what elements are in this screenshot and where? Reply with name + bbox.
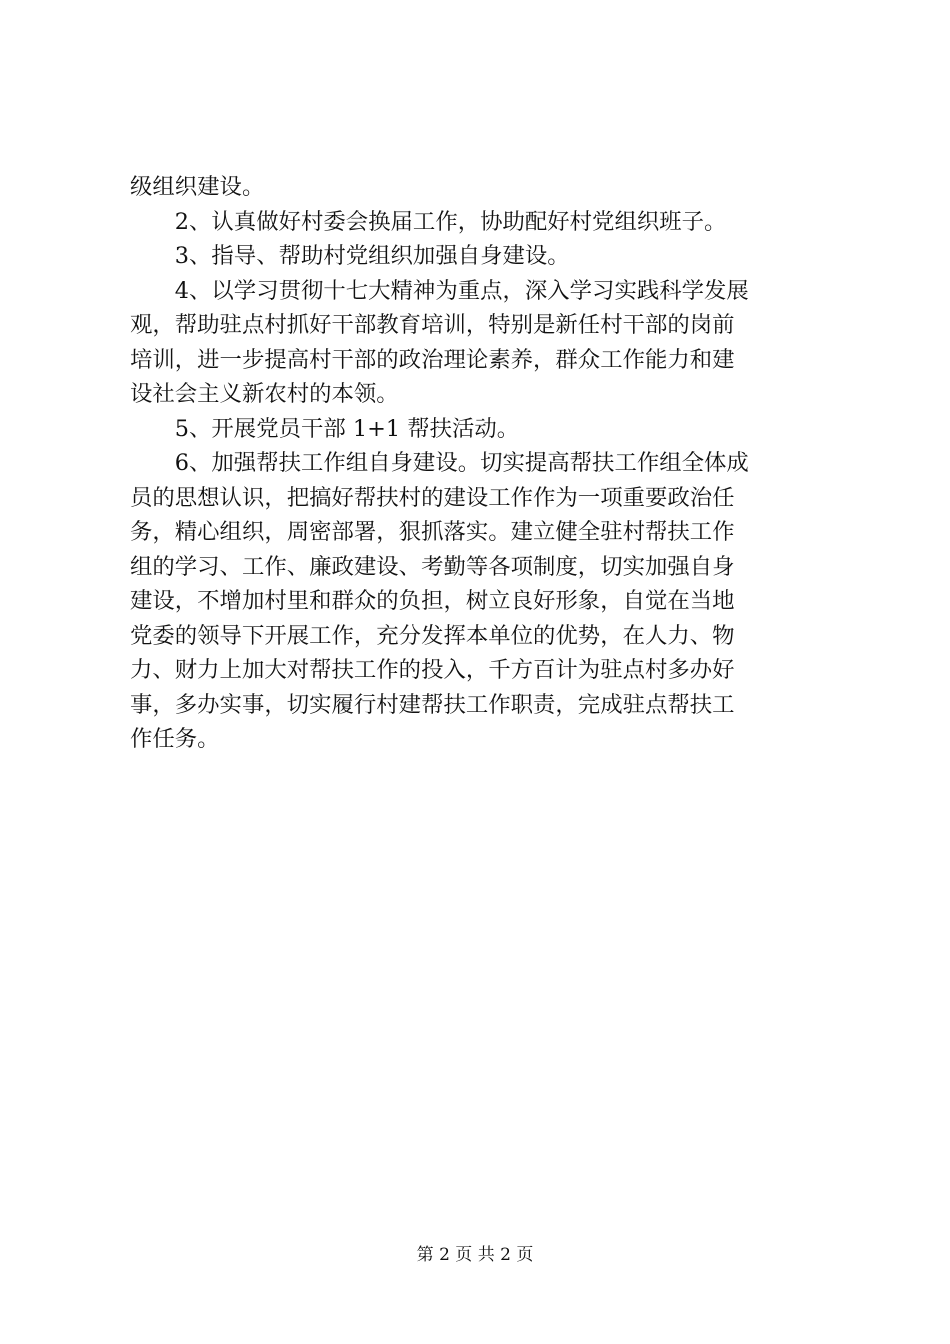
text-line: 培训，进一步提高村干部的政治理论素养，群众工作能力和建 [130, 346, 735, 373]
text-line: 建设，不增加村里和群众的负担，树立良好形象，自觉在当地 [130, 588, 735, 614]
text-line: 组的学习、工作、廉政建设、考勤等各项制度，切实加强自身 [130, 553, 735, 580]
text-line: 党委的领导下开展工作，充分发挥本单位的优势，在人力、物 [130, 622, 735, 649]
text-line: 观，帮助驻点村抓好干部教育培训，特别是新任村干部的岗前 [130, 312, 735, 338]
text-line: 作任务。 [130, 726, 220, 752]
text-line: 务，精心组织，周密部署，狠抓落实。建立健全驻村帮扶工作 [130, 519, 735, 545]
text-line: 6、加强帮扶工作组自身建设。切实提高帮扶工作组全体成 [130, 450, 749, 476]
text-line: 级组织建设。 [130, 174, 265, 200]
text-line: 事，多办实事，切实履行村建帮扶工作职责，完成驻点帮扶工 [130, 691, 735, 718]
text-line: 设社会主义新农村的本领。 [130, 381, 399, 407]
text-line: 5、开展党员干部 1+1 帮扶活动。 [130, 415, 520, 442]
document-body [130, 170, 830, 757]
text-line: 力、财力上加大对帮扶工作的投入，千方百计为驻点村多办好 [130, 657, 735, 683]
text-line: 4、以学习贯彻十七大精神为重点，深入学习实践科学发展 [130, 277, 749, 304]
page-number-footer: 第 2 页 共 2 页 [416, 1245, 534, 1265]
text-line: 2、认真做好村委会换届工作，协助配好村党组织班子。 [130, 208, 727, 235]
text-line: 3、指导、帮助村党组织加强自身建设。 [130, 243, 570, 269]
text-line: 员的思想认识，把搞好帮扶村的建设工作作为一项重要政治任 [130, 484, 735, 511]
